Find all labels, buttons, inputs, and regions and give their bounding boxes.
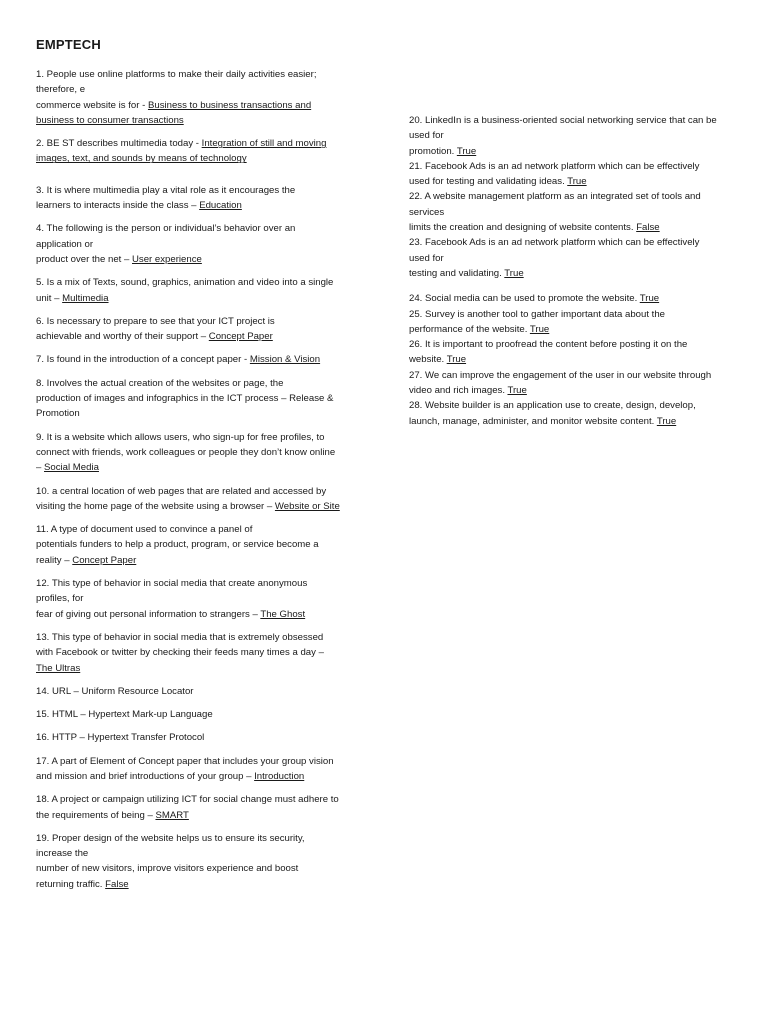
question-item: [36, 376, 371, 422]
question-text: 10. a central location of web pages that are related and accessed by: [36, 485, 327, 497]
answer-text: False: [105, 878, 129, 890]
question-text: 9. It is a website which allows users, who sign-up for free profiles, to: [36, 431, 325, 443]
question-line: [409, 337, 749, 352]
question-line: [36, 198, 371, 213]
question-item: [409, 235, 749, 281]
question-line: [36, 808, 371, 823]
answer-text: Concept Paper: [72, 554, 137, 566]
question-text: 13. This type of behavior in social media that is extremely obsessed: [36, 631, 324, 643]
question-item: [36, 484, 371, 515]
right-column: [409, 113, 749, 429]
question-text: 21. Facebook Ads is an ad network platform which can be effectively: [409, 160, 700, 172]
question-text: 20. LinkedIn is a business-oriented social networking service that can be: [409, 115, 717, 126]
question-text: 6. Is necessary to prepare to see that your ICT project is: [36, 315, 275, 327]
question-line: [409, 251, 749, 266]
question-line: [36, 831, 371, 846]
question-item: [36, 684, 371, 699]
question-line: [36, 877, 371, 892]
question-item: [36, 352, 371, 367]
question-item: [36, 707, 371, 722]
question-line: [409, 144, 749, 159]
question-text: 18. A project or campaign utilizing ICT for social change must adhere to: [36, 794, 339, 806]
question-text: 7. Is found in the introduction of a concept paper -: [36, 354, 250, 366]
question-item: [36, 67, 371, 128]
answer-text: True: [656, 415, 677, 427]
question-line: [36, 707, 371, 722]
question-item: [409, 159, 749, 190]
left-column: [36, 67, 371, 900]
question-item: [36, 136, 371, 167]
question-line: [36, 730, 371, 745]
question-item: [36, 275, 371, 306]
question-text: 12. This type of behavior in social media that create anonymous: [36, 578, 308, 590]
question-line: [36, 151, 371, 166]
question-text: connect with friends, work colleagues or people they don’t know online: [36, 446, 336, 458]
answer-text: business to consumer transactions: [36, 114, 184, 126]
question-line: [409, 383, 749, 398]
answer-text: True: [446, 354, 467, 366]
question-line: [36, 792, 371, 807]
question-item: [409, 368, 749, 399]
question-item: [36, 314, 371, 345]
answer-text: Social Media: [44, 462, 99, 474]
question-text: 3. It is where multimedia play a vital role as it encourages the: [36, 184, 296, 196]
answer-text: Multimedia: [62, 292, 109, 304]
answer-text: Concept Paper: [208, 331, 273, 343]
question-text: video and rich images.: [409, 385, 508, 397]
question-line: [36, 861, 371, 876]
question-line: [409, 352, 749, 367]
question-line: [36, 183, 371, 198]
document-title: EMPTECH: [36, 37, 101, 52]
question-line: [409, 113, 749, 128]
question-line: [409, 220, 749, 235]
answer-text: True: [529, 323, 550, 335]
question-line: [36, 484, 371, 499]
question-text: 2. BE ST describes multimedia today -: [36, 138, 202, 150]
question-line: [409, 189, 749, 204]
question-text: application or: [36, 238, 94, 250]
question-text: 5. Is a mix of Texts, sound, graphics, animation and video into a single: [36, 277, 334, 289]
question-text: limits the creation and designing of website contents.: [409, 222, 637, 234]
question-text: 25. Survey is another tool to gather important data about the: [409, 308, 665, 320]
question-item: [36, 522, 371, 568]
question-line: [36, 67, 371, 82]
answer-text: Education: [199, 200, 242, 212]
question-line: [409, 235, 749, 250]
answer-text: User experience: [132, 253, 202, 265]
answer-text: True: [639, 293, 660, 305]
question-item: [36, 221, 371, 267]
question-text: used for testing and validating ideas.: [409, 176, 568, 188]
question-line: [36, 252, 371, 267]
answer-text: True: [507, 385, 527, 397]
question-line: [36, 537, 371, 552]
answer-text: True: [567, 176, 587, 188]
question-text: 17. A part of Element of Concept paper that includes your group vision: [36, 755, 334, 767]
question-line: [36, 460, 371, 475]
question-line: [36, 82, 371, 97]
question-text: services: [409, 206, 445, 218]
question-line: [409, 205, 749, 220]
question-text: number of new visitors, improve visitors experience and boost: [36, 863, 299, 875]
answer-text: The Ultras: [36, 662, 81, 674]
question-text: 15. HTML – Hypertext Mark-up Language: [36, 709, 213, 721]
question-line: [36, 376, 371, 391]
answer-text: Mission & Vision: [249, 354, 321, 366]
question-line: [36, 769, 371, 784]
question-line: [36, 136, 371, 151]
question-text: learners to interacts inside the class –: [36, 200, 200, 212]
question-line: [36, 430, 371, 445]
question-line: [36, 352, 371, 367]
question-line: [409, 398, 749, 413]
question-text: 26. It is important to proofread the content before posting it on the: [409, 339, 688, 351]
question-line: [36, 607, 371, 622]
question-line: [409, 128, 749, 143]
question-line: [36, 630, 371, 645]
question-line: [36, 684, 371, 699]
question-line: [36, 237, 371, 252]
answer-text: Website or Site: [274, 500, 340, 512]
answer-text: False: [636, 222, 660, 234]
question-line: [36, 113, 371, 128]
question-line: [409, 266, 749, 281]
question-text: reality –: [36, 554, 73, 566]
question-text: fear of giving out personal information to strangers –: [36, 608, 261, 620]
question-text: 11. A type of document used to convince a panel of: [36, 524, 253, 536]
question-line: [36, 391, 371, 406]
question-line: [409, 368, 749, 383]
question-line: [36, 275, 371, 290]
question-line: [36, 553, 371, 568]
question-text: therefore, e: [36, 84, 86, 96]
question-line: [36, 499, 371, 514]
answer-text: True: [456, 145, 477, 157]
question-text: used for: [409, 252, 444, 264]
question-line: [36, 522, 371, 537]
question-item: [409, 307, 749, 338]
question-text: unit –: [36, 292, 63, 304]
question-text: with Facebook or twitter by checking their feeds many times a day –: [36, 647, 324, 659]
answer-text: The Ghost: [260, 608, 306, 620]
question-text: launch, manage, administer, and monitor website content.: [409, 415, 657, 427]
question-text: –: [36, 462, 45, 474]
question-text: website.: [409, 354, 447, 366]
question-text: used for: [409, 130, 444, 142]
question-line: [36, 98, 371, 113]
question-text: 16. HTTP – Hypertext Transfer Protocol: [36, 732, 205, 744]
question-text: performance of the website.: [409, 323, 530, 335]
question-text: 24. Social media can be used to promote the website.: [409, 293, 640, 305]
question-line: [36, 591, 371, 606]
question-item: [36, 730, 371, 745]
question-item: [36, 792, 371, 823]
question-item: [409, 398, 749, 429]
question-line: [36, 406, 371, 421]
question-item: [36, 576, 371, 622]
question-text: 23. Facebook Ads is an ad network platform which can be effectively: [409, 237, 700, 249]
question-line: [36, 661, 371, 676]
question-text: 1. People use online platforms to make their daily activities easier;: [36, 69, 317, 80]
question-text: 22. A website management platform as an integrated set of tools and: [409, 191, 701, 203]
question-text: 28. Website builder is an application use to create, design, develop,: [409, 400, 696, 412]
question-line: [409, 414, 749, 429]
question-text: 4. The following is the person or individual’s behavior over an: [36, 223, 296, 235]
question-text: profiles, for: [36, 593, 84, 605]
question-line: [36, 445, 371, 460]
question-line: [409, 307, 749, 322]
question-text: promotion.: [409, 145, 457, 157]
answer-text: True: [504, 267, 524, 279]
question-item: [36, 630, 371, 676]
question-item: [36, 831, 371, 892]
question-line: [409, 174, 749, 189]
question-text: testing and validating.: [409, 267, 505, 279]
question-text: commerce website is for -: [36, 99, 148, 111]
question-text: potentials funders to help a product, program, or service become a: [36, 539, 319, 551]
question-text: the requirements of being –: [36, 809, 156, 821]
question-text: Promotion: [36, 408, 80, 420]
question-text: 27. We can improve the engagement of the user in our website through: [409, 369, 712, 381]
question-item: [409, 189, 749, 235]
question-item: [409, 291, 749, 306]
question-line: [36, 754, 371, 769]
question-item: [36, 183, 371, 214]
question-item: [409, 113, 749, 159]
question-text: returning traffic.: [36, 878, 106, 890]
question-line: [409, 159, 749, 174]
question-item: [409, 337, 749, 368]
answer-text: Introduction: [254, 770, 305, 782]
answer-text: Integration of still and moving: [201, 138, 327, 150]
question-line: [36, 221, 371, 236]
question-line: [36, 314, 371, 329]
question-line: [409, 322, 749, 337]
question-line: [36, 846, 371, 861]
question-line: [36, 329, 371, 344]
question-text: 19. Proper design of the website helps us to ensure its security,: [36, 832, 305, 844]
question-line: [36, 291, 371, 306]
question-text: and mission and brief introductions of your group –: [36, 770, 255, 782]
question-line: [36, 645, 371, 660]
question-line: [409, 291, 749, 306]
question-line: [36, 576, 371, 591]
question-text: 8. Involves the actual creation of the websites or page, the: [36, 377, 284, 389]
question-text: production of images and infographics in the ICT process – Release &: [36, 393, 334, 405]
answer-text: images, text, and sounds by means of technology: [36, 153, 247, 165]
question-item: [36, 754, 371, 785]
question-text: visiting the home page of the website using a browser –: [36, 500, 275, 512]
answer-text: SMART: [155, 809, 189, 821]
question-text: 14. URL – Uniform Resource Locator: [36, 685, 194, 697]
question-text: product over the net –: [36, 253, 132, 265]
question-item: [36, 430, 371, 476]
answer-text: Business to business transactions and: [147, 99, 312, 111]
question-text: achievable and worthy of their support –: [36, 331, 209, 343]
question-text: increase the: [36, 848, 89, 860]
